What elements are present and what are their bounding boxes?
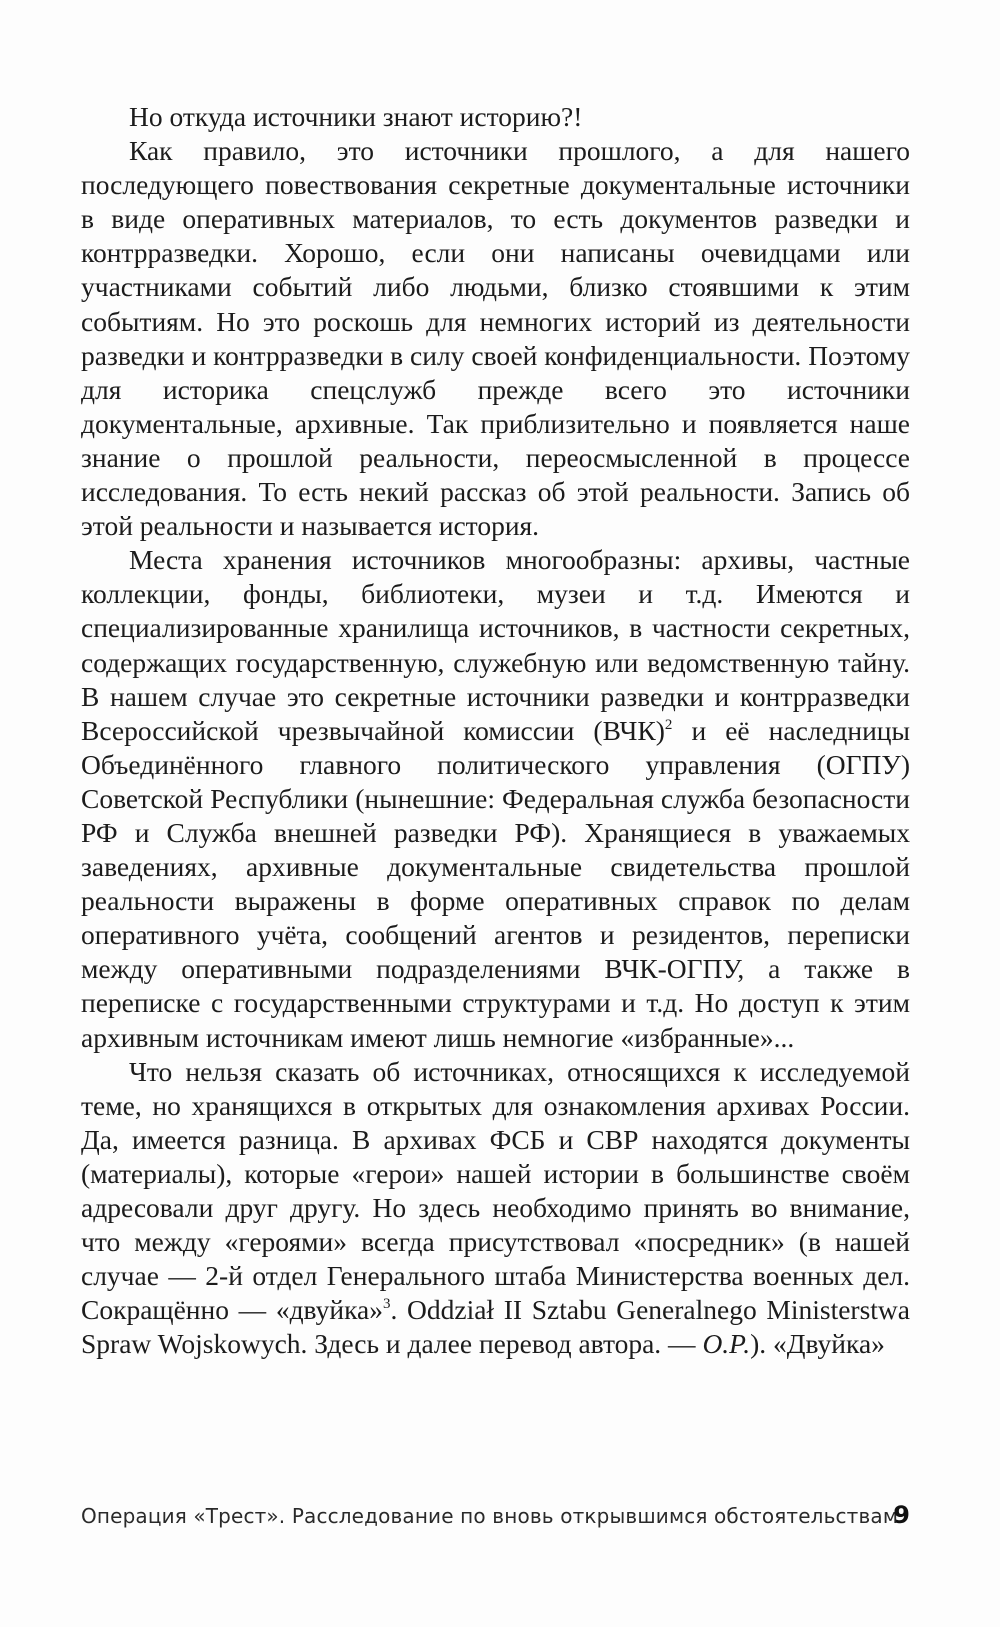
paragraph <box>81 134 910 543</box>
paragraph <box>81 543 910 1054</box>
author-initials: О.Р. <box>702 1328 751 1360</box>
page-number: 9 <box>893 1501 910 1529</box>
page-body <box>81 100 910 1361</box>
paragraph-text: Что нельзя сказать об источниках, относящихся к исследуемой теме, но хранящихся в открытых для ознакомления архивах России. Да, имеется разница. В архивах ФСБ и СВР находятся документы (материалы), которые «герои» нашей истории в большинстве своём адресовали друг другу. Но здесь необходимо принять во внимание, что между «героями» всегда присутствовал «посредник» (в нашей случае — 2-й отдел Генерального штаба Министерства военных дел. Сокращённо — «двуйка» <box>81 1055 910 1326</box>
paragraph-text: Места хранения источников многообразны: архивы, частные коллекции, фонды, библиотеки, музеи и т.д. Имеются и специализированные хранилища источников, в частности секретных, содержащих государственную, служебную или ведомственную тайну. В нашем случае это секретные источники разведки и контрразведки Всероссийской чрезвычайной комиссии (ВЧК) <box>81 544 910 746</box>
paragraph <box>81 100 910 134</box>
paragraph-text: . Oddział II Sztabu Generalnego Ministerstwa Spraw Wojskowych. Здесь и далее перевод автора. — <box>81 1294 910 1360</box>
paragraph-text: Но откуда источники знают историю?! <box>129 101 583 132</box>
paragraph-text: Как правило, это источники прошлого, а для нашего последующего повествования секретные документальные источники в виде оперативных материалов, то есть документов разведки и контрразведки. Хорошо, если они написаны очевидцами или участниками событий либо людьми, близко стоявшими к этим событиям. Но это роскошь для немногих историй из деятельности разведки и контрразведки в силу своей конфиденциальности. Поэтому для историка спецслужб прежде всего это источники документальные, архивные. Так приблизительно и появляется наше знание о прошлой реальности, переосмысленной в процессе исследования. То есть некий рассказ об этой реальности. Запись об этой реальности и называется история. <box>81 135 910 542</box>
paragraph <box>81 1055 910 1362</box>
paragraph-text: ). «Двуйка» <box>750 1328 885 1360</box>
footnote-marker[interactable]: 2 <box>664 716 673 733</box>
paragraph-text: и её наследницы Объединённого главного политического управления (ОГПУ) Советской Республики (нынешние: Федеральная служба безопасности РФ и Служба внешней разведки РФ). Хранящиеся в уважаемых заведениях, архивные документальные свидетельства прошлой реальности выражены в форме оперативных справок по делам оперативного учёта, сообщений агентов и резидентов, переписки между оперативными подразделениями ВЧК-ОГПУ, а также в переписке с государственными структурами и т.д. Но доступ к этим архивным источникам имеют лишь немногие «избранные»... <box>81 714 910 1053</box>
page-footer <box>81 1501 910 1538</box>
footnote-marker[interactable]: 3 <box>382 1296 391 1313</box>
running-title: Операция «Трест». Расследование по вновь открывшимся обстоятельствам <box>81 1504 899 1528</box>
